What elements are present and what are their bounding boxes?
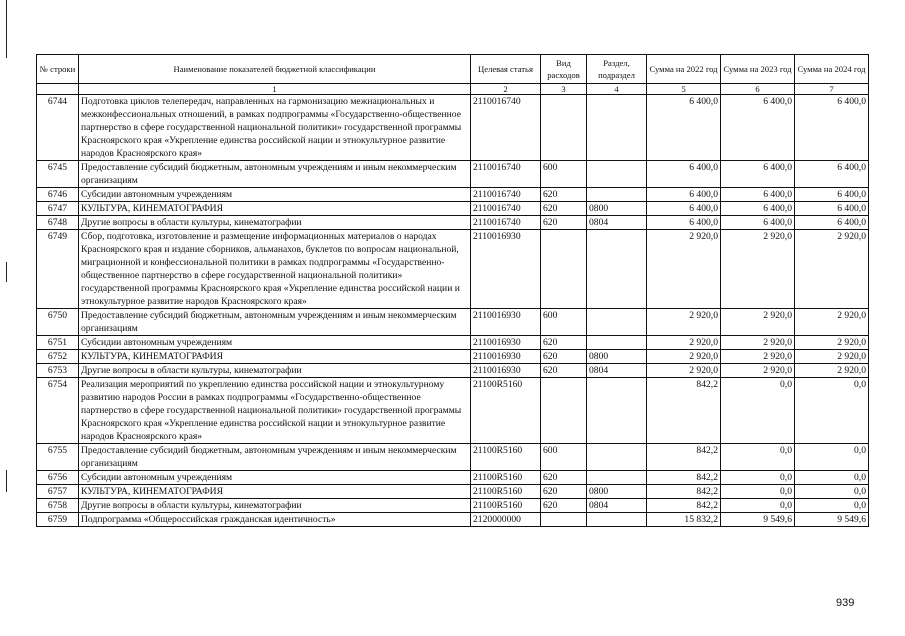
- indicator-name: Другие вопросы в области культуры, кинематографии: [79, 364, 471, 378]
- sum-2023: 2 920,0: [721, 336, 795, 350]
- header-razdel: Раздел, подраздел: [587, 55, 647, 84]
- table-row: [37, 471, 869, 485]
- target-article: 2110016930: [471, 350, 541, 364]
- row-number: 6749: [37, 230, 79, 309]
- sum-2023: 0,0: [721, 485, 795, 499]
- sum-2023: 2 920,0: [721, 309, 795, 336]
- expense-type: [541, 513, 587, 527]
- target-article: 2110016930: [471, 230, 541, 309]
- target-article: 2110016740: [471, 216, 541, 230]
- expense-type: 620: [541, 350, 587, 364]
- row-number: 6744: [37, 95, 79, 161]
- target-article: 2110016740: [471, 95, 541, 161]
- indicator-name: Предоставление субсидий бюджетным, автономным учреждениям и иным некоммерческим организациям: [79, 161, 471, 188]
- header-sum-2022: Сумма на 2022 год: [647, 55, 721, 84]
- table-row: [37, 364, 869, 378]
- row-number: 6756: [37, 471, 79, 485]
- table-row: [37, 188, 869, 202]
- table-row: [37, 499, 869, 513]
- sum-2022: 2 920,0: [647, 336, 721, 350]
- sum-2024: 0,0: [795, 471, 869, 485]
- sum-2022: 2 920,0: [647, 364, 721, 378]
- header-vid: Вид расходов: [541, 55, 587, 84]
- indicator-name: Подготовка циклов телепередач, направленных на гармонизацию межнациональных и межконфессиональных отношений, в рамках подпрограммы «Государственно-общественное партнерство в сфере государственной национальной политики» государственной программы Красноярского края «Укрепление единства российской нации и этнокультурное развитие народов Красноярского края»: [79, 95, 471, 161]
- column-number: 4: [587, 84, 647, 95]
- sum-2023: 6 400,0: [721, 216, 795, 230]
- table-row: [37, 444, 869, 471]
- expense-type: 620: [541, 188, 587, 202]
- sum-2023: 2 920,0: [721, 350, 795, 364]
- row-number: 6757: [37, 485, 79, 499]
- table-body: [37, 84, 869, 527]
- target-article: 2110016740: [471, 188, 541, 202]
- sum-2024: 9 549,6: [795, 513, 869, 527]
- sum-2022: 2 920,0: [647, 309, 721, 336]
- table-row: [37, 350, 869, 364]
- table-row: [37, 161, 869, 188]
- target-article: 21100R5160: [471, 499, 541, 513]
- expense-type: [541, 95, 587, 161]
- sum-2022: 6 400,0: [647, 161, 721, 188]
- section-subsection: 0804: [587, 364, 647, 378]
- sum-2023: 2 920,0: [721, 230, 795, 309]
- section-subsection: [587, 230, 647, 309]
- column-number: [37, 84, 79, 95]
- sum-2023: 6 400,0: [721, 188, 795, 202]
- sum-2024: 6 400,0: [795, 161, 869, 188]
- section-subsection: [587, 309, 647, 336]
- sum-2022: 6 400,0: [647, 95, 721, 161]
- section-subsection: [587, 513, 647, 527]
- sum-2024: 0,0: [795, 485, 869, 499]
- sum-2023: 0,0: [721, 444, 795, 471]
- sum-2022: 2 920,0: [647, 230, 721, 309]
- indicator-name: Реализация мероприятий по укреплению единства российской нации и этнокультурному развитию народов России в рамках подпрограммы «Государственно-общественное партнерство в сфере государственной национальной политики» государственной программы Красноярского края «Укрепление единства российской нации и этнокультурное развитие народов Красноярского края»: [79, 378, 471, 444]
- target-article: 21100R5160: [471, 485, 541, 499]
- table-row: [37, 202, 869, 216]
- section-subsection: [587, 378, 647, 444]
- expense-type: 620: [541, 336, 587, 350]
- section-subsection: [587, 161, 647, 188]
- section-subsection: [587, 336, 647, 350]
- row-number: 6758: [37, 499, 79, 513]
- table-row: [37, 336, 869, 350]
- indicator-name: Другие вопросы в области культуры, кинематографии: [79, 499, 471, 513]
- sum-2022: 842,2: [647, 485, 721, 499]
- section-subsection: [587, 95, 647, 161]
- sum-2023: 9 549,6: [721, 513, 795, 527]
- section-subsection: 0800: [587, 350, 647, 364]
- sum-2023: 0,0: [721, 378, 795, 444]
- column-number: 2: [471, 84, 541, 95]
- sum-2023: 6 400,0: [721, 202, 795, 216]
- section-subsection: [587, 444, 647, 471]
- target-article: 2110016740: [471, 202, 541, 216]
- expense-type: 600: [541, 309, 587, 336]
- header-target: Целевая статья: [471, 55, 541, 84]
- indicator-name: Другие вопросы в области культуры, кинематографии: [79, 216, 471, 230]
- target-article: 2120000000: [471, 513, 541, 527]
- sum-2022: 842,2: [647, 499, 721, 513]
- sum-2022: 6 400,0: [647, 216, 721, 230]
- sum-2024: 0,0: [795, 444, 869, 471]
- row-number: 6751: [37, 336, 79, 350]
- page-number: 939: [836, 597, 855, 609]
- indicator-name: Подпрограмма «Общероссийская гражданская идентичность»: [79, 513, 471, 527]
- target-article: 2110016930: [471, 364, 541, 378]
- sum-2023: 6 400,0: [721, 95, 795, 161]
- sum-2024: 0,0: [795, 378, 869, 444]
- header-sum-2024: Сумма на 2024 год: [795, 55, 869, 84]
- section-subsection: [587, 188, 647, 202]
- sum-2023: 0,0: [721, 499, 795, 513]
- sum-2023: 2 920,0: [721, 364, 795, 378]
- sum-2022: 2 920,0: [647, 350, 721, 364]
- expense-type: [541, 378, 587, 444]
- sum-2024: 0,0: [795, 499, 869, 513]
- row-number: 6752: [37, 350, 79, 364]
- sum-2023: 0,0: [721, 471, 795, 485]
- table-row: [37, 216, 869, 230]
- table-header-row: [37, 55, 869, 84]
- table-row: [37, 378, 869, 444]
- row-number: 6745: [37, 161, 79, 188]
- expense-type: 620: [541, 364, 587, 378]
- sum-2022: 15 832,2: [647, 513, 721, 527]
- expense-type: 600: [541, 444, 587, 471]
- table-row: [37, 485, 869, 499]
- indicator-name: Предоставление субсидий бюджетным, автономным учреждениям и иным некоммерческим организациям: [79, 444, 471, 471]
- column-number: 3: [541, 84, 587, 95]
- section-subsection: 0800: [587, 202, 647, 216]
- sum-2024: 6 400,0: [795, 95, 869, 161]
- sum-2024: 6 400,0: [795, 188, 869, 202]
- expense-type: 620: [541, 216, 587, 230]
- expense-type: 620: [541, 202, 587, 216]
- scan-edge-line: [6, 262, 7, 282]
- sum-2024: 6 400,0: [795, 202, 869, 216]
- target-article: 2110016740: [471, 161, 541, 188]
- sum-2023: 6 400,0: [721, 161, 795, 188]
- indicator-name: КУЛЬТУРА, КИНЕМАТОГРАФИЯ: [79, 350, 471, 364]
- expense-type: 620: [541, 471, 587, 485]
- section-subsection: 0804: [587, 499, 647, 513]
- column-number: 1: [79, 84, 471, 95]
- expense-type: [541, 230, 587, 309]
- sum-2024: 2 920,0: [795, 336, 869, 350]
- sum-2024: 2 920,0: [795, 230, 869, 309]
- scan-edge-line: [6, 0, 7, 58]
- table-row: [37, 230, 869, 309]
- scan-edge-line: [6, 470, 7, 492]
- row-number: 6754: [37, 378, 79, 444]
- expense-type: 600: [541, 161, 587, 188]
- budget-table: [36, 54, 869, 527]
- target-article: 2110016930: [471, 309, 541, 336]
- row-number: 6755: [37, 444, 79, 471]
- indicator-name: Сбор, подготовка, изготовление и размещение информационных материалов о народах Красноярского края и издание сборников, альманахов, буклетов по вопросам национальной, миграционной и конфессиональной политики в рамках подпрограммы «Государственно-общественное партнерство в сфере государственной национальной политики» государственной программы Красноярского края «Укрепление единства российской нации и этнокультурное развитие народов Красноярского края»: [79, 230, 471, 309]
- target-article: 2110016930: [471, 336, 541, 350]
- section-subsection: 0800: [587, 485, 647, 499]
- expense-type: 620: [541, 485, 587, 499]
- sum-2022: 842,2: [647, 378, 721, 444]
- sum-2022: 6 400,0: [647, 188, 721, 202]
- header-sum-2023: Сумма на 2023 год: [721, 55, 795, 84]
- section-subsection: 0804: [587, 216, 647, 230]
- table-row: [37, 309, 869, 336]
- header-row-no: № строки: [37, 55, 79, 84]
- target-article: 21100R5160: [471, 378, 541, 444]
- sum-2024: 2 920,0: [795, 364, 869, 378]
- row-number: 6746: [37, 188, 79, 202]
- target-article: 21100R5160: [471, 471, 541, 485]
- indicator-name: Предоставление субсидий бюджетным, автономным учреждениям и иным некоммерческим организациям: [79, 309, 471, 336]
- header-name: Наименование показателей бюджетной классификации: [79, 55, 471, 84]
- column-number: 7: [795, 84, 869, 95]
- row-number: 6747: [37, 202, 79, 216]
- indicator-name: Субсидии автономным учреждениям: [79, 336, 471, 350]
- indicator-name: Субсидии автономным учреждениям: [79, 188, 471, 202]
- column-number: 6: [721, 84, 795, 95]
- column-number: 5: [647, 84, 721, 95]
- sum-2024: 6 400,0: [795, 216, 869, 230]
- indicator-name: Субсидии автономным учреждениям: [79, 471, 471, 485]
- row-number: 6753: [37, 364, 79, 378]
- row-number: 6759: [37, 513, 79, 527]
- sum-2022: 6 400,0: [647, 202, 721, 216]
- row-number: 6748: [37, 216, 79, 230]
- sum-2024: 2 920,0: [795, 350, 869, 364]
- sum-2024: 2 920,0: [795, 309, 869, 336]
- indicator-name: КУЛЬТУРА, КИНЕМАТОГРАФИЯ: [79, 202, 471, 216]
- column-number-row: [37, 84, 869, 95]
- expense-type: 620: [541, 499, 587, 513]
- section-subsection: [587, 471, 647, 485]
- sum-2022: 842,2: [647, 471, 721, 485]
- row-number: 6750: [37, 309, 79, 336]
- target-article: 21100R5160: [471, 444, 541, 471]
- sum-2022: 842,2: [647, 444, 721, 471]
- table-row: [37, 95, 869, 161]
- table-row: [37, 513, 869, 527]
- indicator-name: КУЛЬТУРА, КИНЕМАТОГРАФИЯ: [79, 485, 471, 499]
